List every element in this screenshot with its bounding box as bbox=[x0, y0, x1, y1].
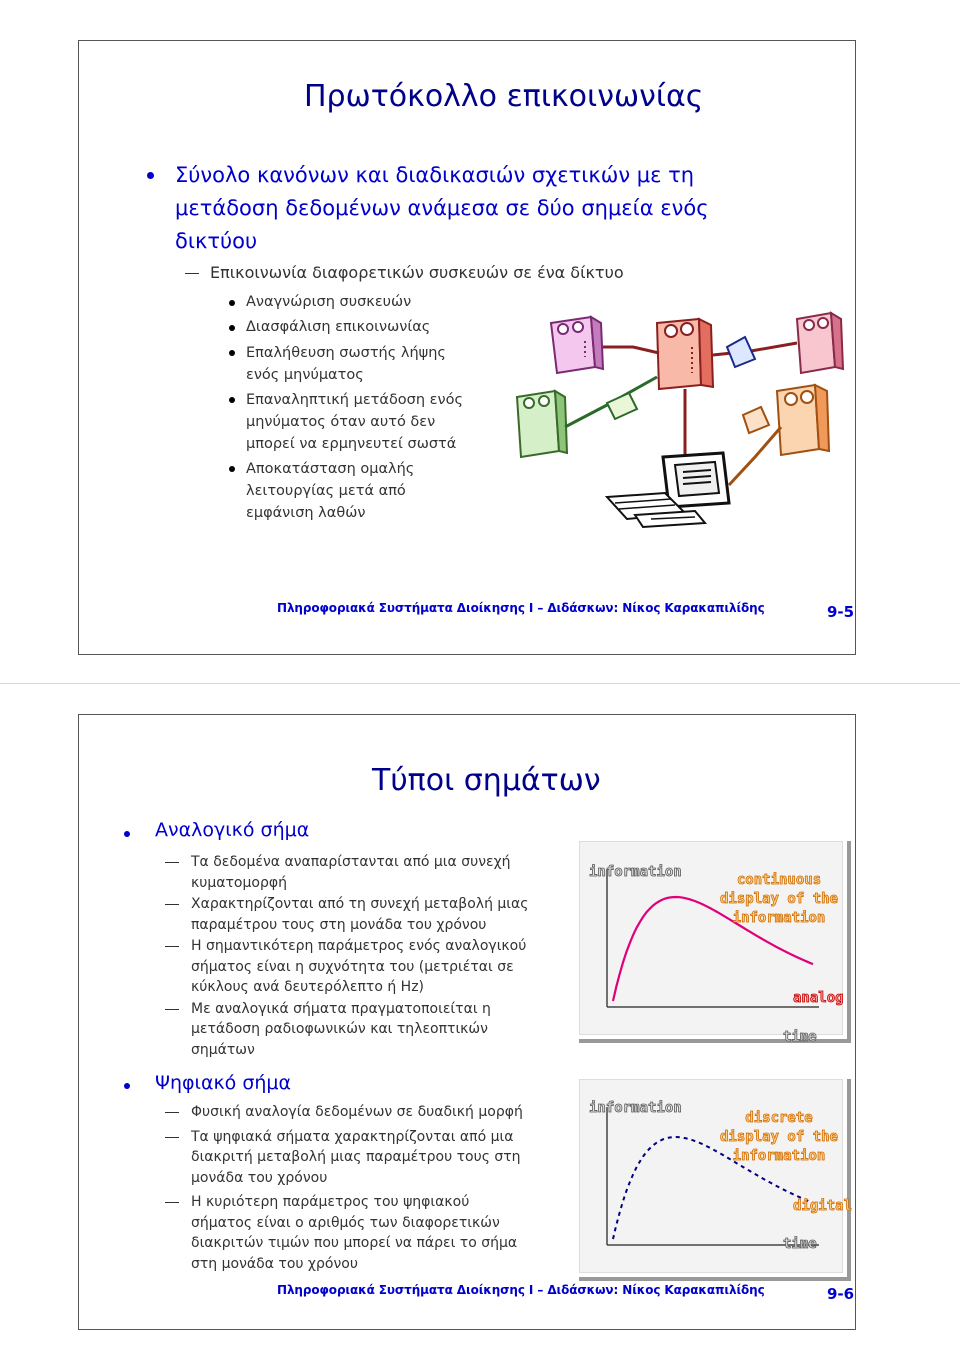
list-item bbox=[165, 1127, 575, 1189]
page-number: 9-5 bbox=[827, 603, 855, 621]
text-line: μετάδοση ραδιοφωνικών και τηλεοπτικών bbox=[191, 1021, 488, 1037]
text-line: Τα ψηφιακά σήματα χαρακτηρίζονται από μια bbox=[191, 1128, 514, 1145]
computer-icon bbox=[607, 453, 729, 527]
dash-marker bbox=[165, 1112, 179, 1113]
tape-device-icon bbox=[517, 391, 567, 457]
dash-marker bbox=[165, 1009, 179, 1010]
text-line: Φυσική αναλογία δεδομένων σε δυαδική μορφή bbox=[191, 1104, 523, 1120]
text-line: ενός μηνύματος bbox=[246, 367, 364, 383]
text-line: Με αναλογικά σήματα πραγματοποιείται η bbox=[191, 1000, 491, 1017]
list-item bbox=[165, 999, 575, 1061]
bullet-dot bbox=[229, 325, 235, 331]
slide-footer: Πληροφοριακά Συστήματα Διοίκησης Ι – Διδάσκων: Νίκος Καρακαπιλίδης bbox=[277, 601, 765, 615]
graph-caption bbox=[719, 1109, 839, 1166]
analog-signal-figure bbox=[579, 841, 851, 1043]
network-devices-clipart bbox=[515, 307, 851, 533]
caption-line: information bbox=[732, 1148, 826, 1164]
text-line: κυματομορφή bbox=[191, 874, 287, 891]
dash-marker bbox=[165, 904, 179, 905]
x-axis-label: time bbox=[783, 1236, 817, 1252]
dash-marker bbox=[185, 273, 199, 274]
analog-items-list bbox=[165, 852, 575, 1060]
graph-caption bbox=[719, 871, 839, 928]
tape-device-icon bbox=[777, 385, 829, 455]
list-item bbox=[229, 292, 463, 313]
text-line: Σύνολο κανόνων και διαδικασιών σχετικών με τη bbox=[175, 163, 695, 187]
x-axis-label: time bbox=[783, 1029, 817, 1045]
text-line: Η κυριότερη παράμετρος του ψηφιακού bbox=[191, 1194, 470, 1210]
text-line: Χαρακτηρίζονται από τη συνεχή μεταβολή μιας bbox=[191, 896, 529, 912]
list-item bbox=[229, 389, 463, 455]
text-line: διακριτή μεταβολή μιας παραμέτρου τους στη bbox=[191, 1149, 521, 1165]
text-line: μονάδα του χρόνου bbox=[191, 1169, 328, 1186]
tape-device-icon bbox=[797, 313, 843, 373]
dash-marker bbox=[165, 1137, 179, 1138]
slide-signal-types bbox=[78, 714, 856, 1330]
bullet-dot bbox=[229, 300, 235, 306]
tape-device-icon bbox=[551, 317, 603, 373]
series-label: analog bbox=[793, 990, 844, 1006]
text-line: Η σημαντικότερη παράμετρος ενός αναλογικού bbox=[191, 938, 527, 954]
slide-footer: Πληροφοριακά Συστήματα Διοίκησης Ι – Διδάσκων: Νίκος Καρακαπιλίδης bbox=[277, 1283, 765, 1297]
text-line: μπορεί να ερμηνευτεί σωστά bbox=[246, 436, 457, 452]
y-axis-label: information bbox=[589, 1100, 682, 1116]
list-item bbox=[165, 936, 575, 998]
text-line: στη μονάδα του χρόνου bbox=[191, 1255, 358, 1272]
list-item bbox=[165, 1192, 575, 1274]
text-line: σήματος είναι ο αριθμός των διαφορετικών bbox=[191, 1214, 500, 1231]
page-separator bbox=[0, 683, 960, 684]
slide-title: Πρωτόκολλο επικοινωνίας bbox=[304, 79, 704, 114]
dash-marker bbox=[165, 1202, 179, 1203]
text-line: Τα δεδομένα αναπαρίστανται από μια συνεχή bbox=[191, 854, 511, 870]
text-line: λειτουργίας μετά από bbox=[246, 483, 406, 499]
protocol-items-list bbox=[229, 292, 463, 524]
text-line: δικτύου bbox=[175, 229, 258, 253]
caption-line: display of the bbox=[719, 891, 838, 907]
caption-line: information bbox=[732, 910, 826, 926]
text-line: Διασφάλιση επικοινωνίας bbox=[246, 319, 431, 335]
text-line: εμφάνιση λαθών bbox=[246, 505, 366, 521]
text-line: κύκλους ανά δευτερόλεπτο ή Hz) bbox=[191, 979, 425, 995]
text-line: Επαλήθευση σωστής λήψης bbox=[246, 345, 446, 361]
list-item bbox=[165, 1102, 575, 1123]
digital-signal-figure bbox=[579, 1079, 851, 1281]
text-line: σήματος είναι η συχνότητα του (μετριέται σε bbox=[191, 958, 514, 975]
caption-line: display of the bbox=[719, 1129, 838, 1145]
page-number: 9-6 bbox=[827, 1285, 855, 1303]
bullet-dot bbox=[229, 397, 235, 403]
list-item bbox=[229, 458, 463, 524]
dash-marker bbox=[165, 862, 179, 863]
y-axis-label: information bbox=[589, 864, 682, 880]
bullet-dot bbox=[147, 172, 154, 179]
bullet-dot bbox=[124, 1083, 130, 1089]
list-item bbox=[165, 894, 575, 935]
dash-marker bbox=[165, 946, 179, 947]
bullet-dot bbox=[124, 831, 130, 837]
slide-protocol bbox=[78, 40, 856, 655]
text-line: διακριτών τιμών που μπορεί να πάρει το σήμα bbox=[191, 1235, 518, 1251]
series-label: digital bbox=[793, 1198, 853, 1214]
list-item bbox=[229, 317, 463, 338]
text-line: Αναγνώριση συσκευών bbox=[246, 294, 412, 310]
caption-line: discrete bbox=[745, 1110, 813, 1126]
tape-device-icon bbox=[657, 319, 713, 389]
list-item bbox=[229, 342, 463, 386]
list-item bbox=[165, 852, 575, 893]
text-line: Αποκατάσταση ομαλής bbox=[246, 461, 415, 477]
digital-items-list bbox=[165, 1102, 575, 1274]
analog-heading: Αναλογικό σήμα bbox=[155, 819, 310, 841]
text-line: μετάδοση δεδομένων ανάμεσα σε δύο σημεία ενός bbox=[175, 196, 709, 220]
digital-heading: Ψηφιακό σήμα bbox=[155, 1072, 292, 1094]
text-line: Επαναληπτική μετάδοση ενός bbox=[246, 392, 463, 408]
bullet-dot bbox=[229, 350, 235, 356]
text-line: σημάτων bbox=[191, 1041, 255, 1058]
main-bullet-text bbox=[175, 159, 709, 258]
bullet-dot bbox=[229, 466, 235, 472]
sub-item-text: Επικοινωνία διαφορετικών συσκευών σε ένα δίκτυο bbox=[210, 263, 624, 282]
slide-title: Τύποι σημάτων bbox=[372, 763, 601, 798]
text-line: παραμέτρου τους στη μονάδα του χρόνου bbox=[191, 916, 487, 933]
text-line: μηνύματος όταν αυτό δεν bbox=[246, 414, 436, 430]
caption-line: continuous bbox=[736, 872, 822, 888]
